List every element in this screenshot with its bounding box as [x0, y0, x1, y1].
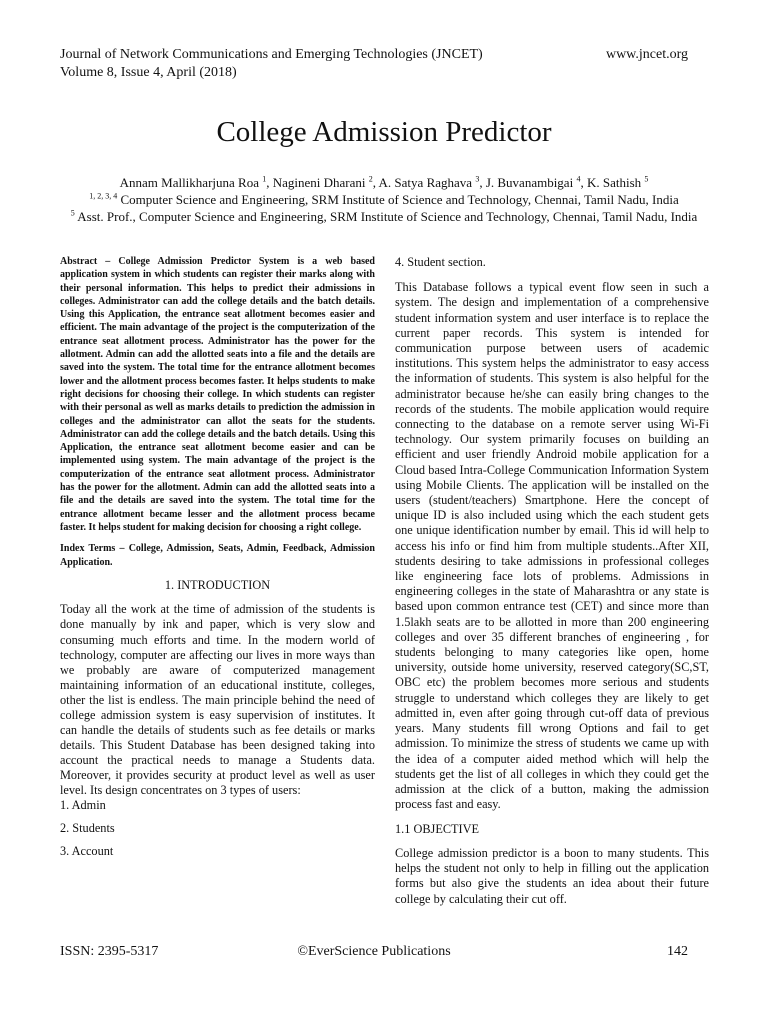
system-description-paragraph: This Database follows a typical event flow seen in such a system. The design and implementation of a comprehensive student information system and user interface is to replace the current paper records. This system is intended for communication purpose between users of academic institutions. This system helps the administrator to easy access the information of students. This system is also helpful for the administrator because he/she can easily bring changes to the records of the students. The mobile application would require connecting to the database on a remote server using Wi-Fi technology. Our system primarily focuses on building an efficient and user friendly Android mobile application for a Cloud based Intra-College Communication Information System using Mobile Clients. The application will be installed on the users (student/teachers) Smartphone. Here the concept of unique ID is also included using which the each student gets one unique identification number by email. This id will help to access his info or find him from multiple students..After XII, students desiring to take admissions in professional colleges like engineering face lots of problems. Admissions in engineering colleges in the state of Maharashtra or any state is based upon common entrance test (CET) and since more than 1.5lakh seats are to be allotted in more than 200 engineering colleges and over 35 different branches of engineering , for students belonging to many categories like open, home university, outside home university, reserved category(SC,ST, OBC etc) the problem becomes more serious and students struggle to understand which colleges they are likely to get admitted in, even after going through cut-off data of previous years. Many students fill wrong Options and fail to get admission. To minimize the stress of students we came up with the idea of a computer aided method which will help the students get the list of all colleges in which they could get the admission at the click of a button, making the admission process fast and easy.	[395, 280, 709, 812]
author-affiliation-mark: 5	[644, 174, 649, 184]
author-name: Annam Mallikharjuna Roa	[119, 175, 259, 190]
introduction-heading: 1. INTRODUCTION	[164, 577, 271, 592]
issn: ISSN: 2395-5317	[60, 944, 159, 959]
affiliation-text: Computer Science and Engineering, SRM Institute of Science and Technology, Chennai, Tamil Nadu, India	[120, 192, 679, 207]
left-column	[60, 255, 375, 867]
publisher: ©EverScience Publications	[297, 944, 451, 959]
author-name: Nagineni Dharani	[272, 175, 366, 190]
index-terms: Index Terms – College, Admission, Seats, Admin, Feedback, Admission Application.	[60, 543, 375, 568]
right-column	[395, 255, 709, 907]
page-number: 142	[667, 944, 688, 959]
page-header	[60, 46, 688, 82]
author-affiliation-mark: 1	[262, 174, 267, 184]
journal-url[interactable]: www.jncet.org	[605, 47, 688, 62]
author-affiliation-mark: 3	[475, 174, 480, 184]
author-affiliation-mark: 2	[368, 174, 373, 184]
affiliation-1	[60, 191, 708, 208]
affiliation-2	[60, 208, 708, 225]
author-affiliation-mark: 4	[576, 174, 581, 184]
user-type-item: 2. Students	[60, 821, 115, 836]
user-type-item: 3. Account	[60, 844, 114, 859]
author-name: J. Buvanambigai	[485, 175, 574, 190]
author-name: A. Satya Raghava	[378, 175, 473, 190]
user-type-item: 4. Student section.	[395, 255, 486, 269]
objective-heading: 1.1 OBJECTIVE	[395, 822, 480, 837]
affiliation-mark: 1, 2, 3, 4	[89, 191, 118, 201]
paper-title: College Admission Predictor	[216, 116, 552, 148]
abstract: Abstract – College Admission Predictor System is a web based application system in which students can register their marks along with their personal information. This helps to predict their admissions in colleges. Administrator can add the college details and the batch details. Using this Application, the entrance seat allotment becomes easier and efficient. The main advantage of the project is the computerization of the entrance seat allotment process. Administrator has the power for the allotment. Admin can add the allotted seats into a file and the details are saved into the system. The total time for the entrance allotment becomes lower and the allotment process becomes faster. It helps students to make right decisions for choosing their college. In which students can register with their personal as well as marks details to prediction the admission in colleges and the administrator can allot the seats for the students. Administrator can add the college details and the batch details. Using this Application, the entrance seat allotment become easier and can be implemented using system. The main advantage of the project is the computerization of the entrance seat allotment process. Administrator has the power for the allotment. Admin can add the allotted seats into a file and the details are saved into the system. The total time for the entrance allotment became lesser and the allotment process became faster. It helps student for making decision for choosing a right college.	[60, 256, 375, 533]
user-type-item: 1. Admin	[60, 798, 106, 813]
journal-name: Journal of Network Communications and Emerging Technologies (JNCET)	[60, 47, 483, 62]
introduction-paragraph: Today all the work at the time of admission of the students is done manually by ink and paper, which is very slow and consuming much efforts and time. In the modern world of technology, computer are affecting our lives in more ways than we probably are aware of computerized management maintaining information of an educational institute, colleges, other the list is endless. The main principle behind the need of college admission system is easy supervision of institutes. It can handle the details of students such as fee details or marks details. This Student Database has been designed taking into account the practical needs to manage a Students data. Moreover, it provides security at product level as well as user level. Its design concentrates on 3 types of users:	[60, 602, 375, 797]
journal-volume: Volume 8, Issue 4, April (2018)	[60, 65, 237, 80]
author-block	[60, 174, 708, 225]
author-name: K. Sathish	[586, 175, 642, 190]
page-footer	[60, 943, 688, 961]
author-list: Annam Mallikharjuna Roa $^1$, Nagineni Dharani $^2$, A. Satya Raghava $^3$, J. Buvanambigai $^4$, K. Sathish $^5$	[119, 174, 649, 190]
objective-paragraph: College admission predictor is a boon to many students. This helps the student not only to help in filling out the application forms but also give the students an idea about their future college by calculating their cut off.	[395, 845, 709, 906]
affiliation-text: Asst. Prof., Computer Science and Engineering, SRM Institute of Science and Technology, Chennai, Tamil Nadu, India	[77, 209, 698, 224]
affiliation-mark: 5	[70, 208, 75, 218]
